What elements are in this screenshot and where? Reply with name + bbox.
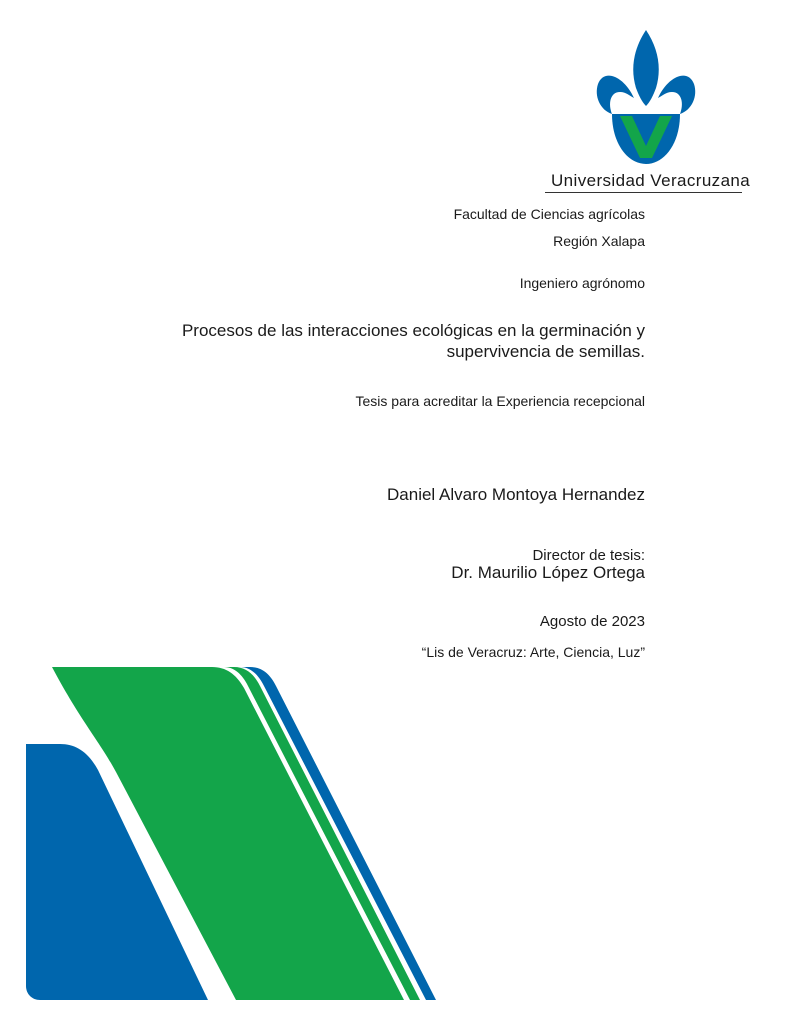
director-label: Director de tesis: <box>532 547 645 564</box>
director-name: Dr. Maurilio López Ortega <box>451 563 645 582</box>
lis-de-veracruz-icon <box>590 26 702 168</box>
university-name: Universidad Veracruzana <box>551 171 751 190</box>
university-motto: “Lis de Veracruz: Arte, Ciencia, Luz” <box>421 644 645 660</box>
decorative-swoosh <box>0 660 440 1005</box>
thesis-purpose: Tesis para acreditar la Experiencia recepcional <box>355 393 645 409</box>
thesis-title-line-1: Procesos de las interacciones ecológicas en la germinación y <box>181 321 645 340</box>
decorative-swoosh-graphic <box>0 660 440 1005</box>
region-name: Región Xalapa <box>553 233 645 249</box>
degree-name: Ingeniero agrónomo <box>519 275 645 291</box>
university-name-underline <box>545 192 742 193</box>
university-logo <box>590 26 702 168</box>
faculty-name: Facultad de Ciencias agrícolas <box>453 206 645 222</box>
thesis-date: Agosto de 2023 <box>539 613 645 630</box>
author-name: Daniel Alvaro Montoya Hernandez <box>387 485 645 504</box>
thesis-title-line-2: supervivencia de semillas. <box>446 342 645 361</box>
